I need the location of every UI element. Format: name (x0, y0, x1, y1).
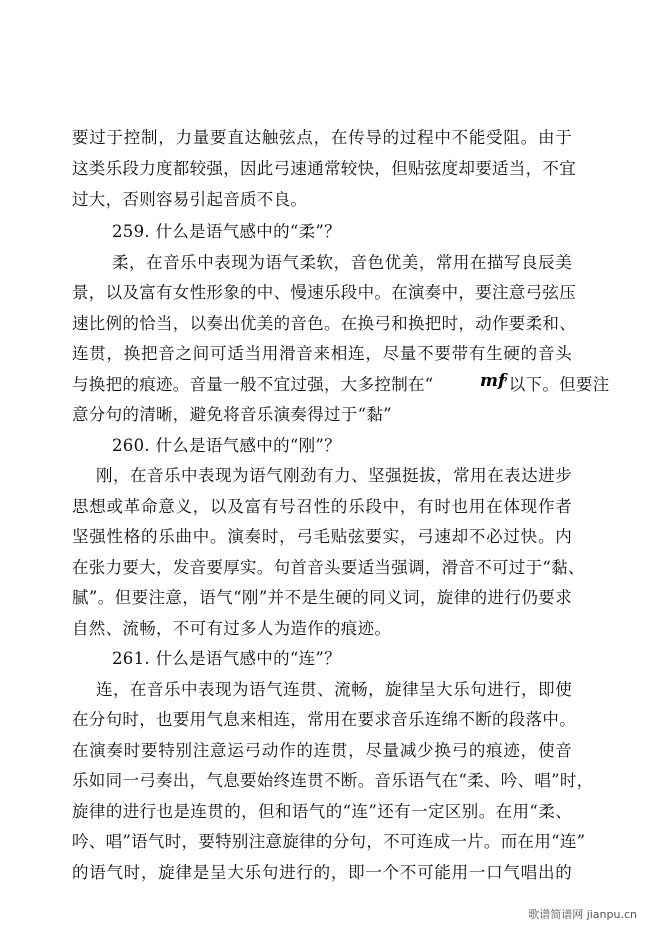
text-line: 在分句时，也要用气息来相连，常用在要求音乐连绵不断的段落中。 (72, 710, 576, 729)
text-line: 景，以及富有女性形象的中、慢速乐段中。在演奏中，要注意弓弦压 (72, 283, 576, 302)
text-line: 要过于控制，力量要直达触弦点，在传导的过程中不能受阻。由于 (72, 128, 572, 147)
text-line: 连贯，换把音之间可适当用滑音来相连，尽量不要带有生硬的音头 (72, 344, 572, 363)
text-line: 过大，否则容易引起音质不良。 (72, 190, 308, 209)
text-line: 意分句的清晰，避免将音乐演奏得过于“黏” (72, 405, 392, 424)
text-line: 刚，在音乐中表现为语气刚劲有力、坚强挺拔，常用在表达进步 (96, 466, 572, 485)
text-line: 乐如同一弓奏出，气息要始终连贯不断。音乐语气在“柔、吟、唱”时， (72, 771, 594, 790)
text-line: 速比例的恰当，以奏出优美的音色。在换弓和换把时，动作要柔和、 (72, 314, 576, 333)
text-line: 的语气时，旋律是呈大乐句进行的，即一个不可能用一口气唱出的 (72, 863, 572, 882)
text-line: 旋律的进行也是连贯的，但和语气的“连”还有一定区别。在用“柔、 (72, 802, 572, 821)
text-line: 腻”。但要注意，语气“刚”并不是生硬的同义词，旋律的进行仍要求 (72, 588, 572, 607)
text-line: 在张力要大，发音要厚实。句首音头要适当强调，滑音不可过于“黏、 (72, 558, 585, 577)
section-heading-259: 259. 什么是语气感中的“柔”？ (112, 222, 341, 241)
site-watermark: 歌谱简谱网 jianpu.cn (528, 908, 637, 921)
mezzo-forte-symbol: mf (480, 371, 506, 391)
text-line: 吟、唱”语气时，要特别注意旋律的分句，不可连成一片。而在用“连” (72, 832, 586, 851)
text-line: 坚强性格的乐曲中。演奏时，弓毛贴弦要实，弓速却不必过快。内 (72, 527, 572, 546)
text-line: 思想或革命意义，以及富有号召性的乐段中，有时也用在体现作者 (72, 497, 572, 516)
text-line: 这类乐段力度都较强，因此弓速通常较快，但贴弦度却要适当，不宜 (72, 159, 576, 178)
text-line: 在演奏时要特别注意运弓动作的连贯，尽量减少换弓的痕迹，使音 (72, 741, 572, 760)
section-heading-261: 261. 什么是语气感中的“连”？ (112, 649, 341, 668)
text-line: 连，在音乐中表现为语气连贯、流畅，旋律呈大乐句进行，即使 (96, 680, 572, 699)
text-line: 与换把的痕迹。音量一般不宜过强，大多控制在“ (72, 375, 434, 394)
text-line: 自然、流畅，不可有过多人为造作的痕迹。 (72, 619, 392, 638)
text-line: 柔，在音乐中表现为语气柔软，音色优美，常用在描写良辰美 (112, 253, 572, 272)
section-heading-260: 260. 什么是语气感中的“刚”？ (112, 436, 341, 455)
text-line-tail: ”以下。但要注 (500, 375, 610, 394)
